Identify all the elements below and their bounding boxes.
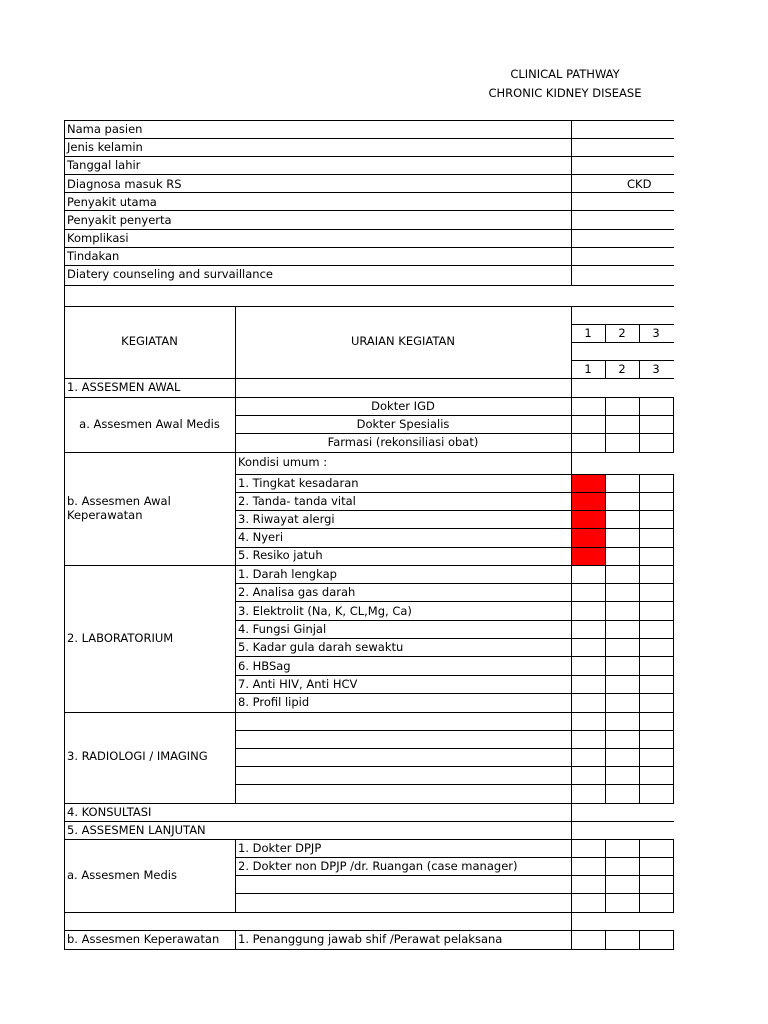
activity-item: 1. Penanggung jawab shif /Perawat pelaksana	[238, 932, 503, 946]
activity-item: Dokter IGD	[371, 399, 435, 413]
lab-item: 1. Darah lengkap	[238, 567, 337, 581]
field-label: Jenis kelamin	[67, 140, 143, 154]
field-label: Tindakan	[67, 249, 120, 263]
row-label: a. Assesmen Awal Medis	[79, 417, 220, 431]
lab-item: 4. Fungsi Ginjal	[238, 622, 327, 636]
field-label: Diagnosa masuk RS	[67, 177, 182, 191]
section-heading: 5. ASSESMEN LANJUTAN	[67, 823, 206, 837]
activity-intro: Kondisi umum :	[238, 455, 328, 469]
row-label: a. Assesmen Medis	[67, 868, 177, 882]
row-label: 3. RADIOLOGI / IMAGING	[67, 749, 208, 763]
day-number: 2	[618, 362, 626, 376]
section-heading: 4. KONSULTASI	[67, 805, 152, 819]
day-number: 2	[618, 326, 626, 340]
row-label: b. Assesmen Awal	[67, 494, 171, 508]
document-title: CLINICAL PATHWAY	[510, 67, 620, 81]
field-label: Nama pasien	[67, 122, 143, 136]
activity-item: 4. Nyeri	[238, 530, 284, 544]
header-kegiatan: KEGIATAN	[121, 334, 178, 348]
field-label: Penyakit utama	[67, 195, 157, 209]
lab-item: 2. Analisa gas darah	[238, 585, 356, 599]
row-label: Keperawatan	[67, 508, 143, 522]
field-label: Tanggal lahir	[67, 158, 141, 172]
activity-item: 5. Resiko jatuh	[238, 548, 323, 562]
day-number: 1	[584, 362, 592, 376]
day-number: 3	[652, 326, 660, 340]
lab-item: 7. Anti HIV, Anti HCV	[238, 677, 358, 691]
activity-item: 2. Tanda- tanda vital	[238, 494, 356, 508]
highlight-cell	[572, 493, 605, 510]
field-label: Komplikasi	[67, 231, 129, 245]
lab-item: 3. Elektrolit (Na, K, CL,Mg, Ca)	[238, 604, 412, 618]
lab-item: 5. Kadar gula darah sewaktu	[238, 640, 404, 654]
activity-item: 1. Dokter DPJP	[238, 841, 322, 855]
row-label: b. Assesmen Keperawatan	[67, 932, 220, 946]
highlight-cell	[572, 548, 605, 565]
field-label: Penyakit penyerta	[67, 213, 172, 227]
lab-item: 6. HBSag	[238, 659, 291, 673]
day-number: 3	[652, 362, 660, 376]
activity-item: Farmasi (rekonsiliasi obat)	[327, 435, 479, 449]
highlight-cell	[572, 529, 605, 547]
activity-item: 2. Dokter non DPJP /dr. Ruangan (case manager)	[238, 859, 518, 873]
activity-item: 3. Riwayat alergi	[238, 512, 335, 526]
highlight-cell	[572, 511, 605, 528]
document-subtitle: CHRONIC KIDNEY DISEASE	[488, 86, 642, 100]
section-heading: 1. ASSESMEN AWAL	[67, 380, 181, 394]
field-label: Diatery counseling and survaillance	[67, 267, 273, 281]
header-uraian: URAIAN KEGIATAN	[350, 334, 455, 348]
highlight-cell	[572, 475, 605, 492]
day-number: 1	[584, 326, 592, 340]
diagnosis-value: CKD	[627, 177, 652, 191]
activity-item: 1. Tingkat kesadaran	[238, 476, 359, 490]
row-label: 2. LABORATORIUM	[67, 631, 174, 645]
activity-item: Dokter Spesialis	[356, 417, 450, 431]
lab-item: 8. Profil lipid	[238, 695, 310, 709]
